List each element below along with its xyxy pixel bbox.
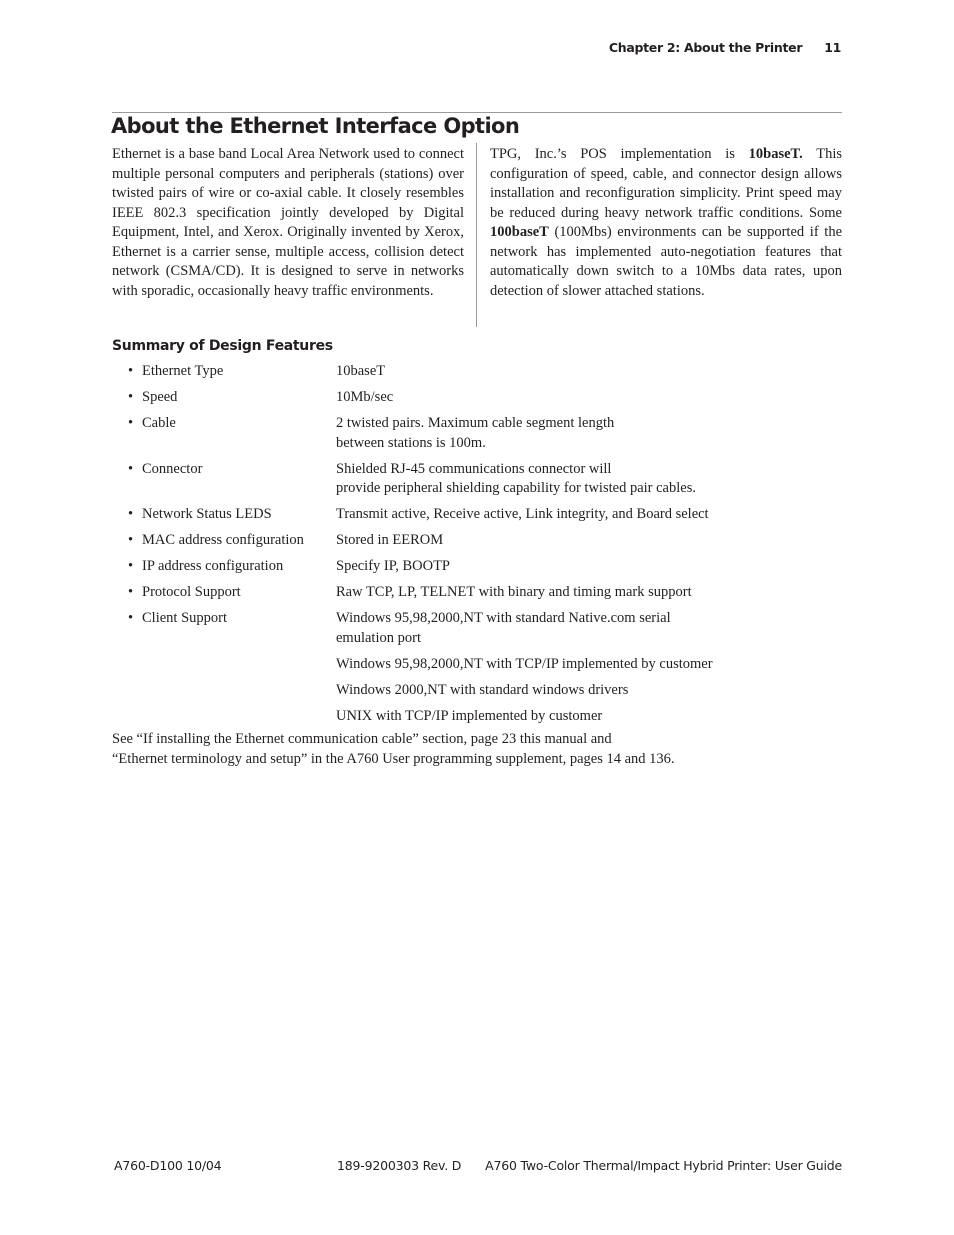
feature-row xyxy=(128,531,848,551)
bullet-icon: • xyxy=(128,610,134,626)
feature-value-line: Raw TCP, LP, TELNET with binary and timing mark support xyxy=(336,584,692,600)
feature-name xyxy=(128,362,336,382)
feature-value xyxy=(336,388,848,408)
feature-name-text: IP address configuration xyxy=(142,558,284,574)
feature-value xyxy=(336,609,848,648)
feature-value xyxy=(336,505,848,525)
feature-name xyxy=(128,557,336,577)
feature-row xyxy=(128,583,848,603)
client-support-item: Windows 2000,NT with standard windows drivers xyxy=(336,681,629,698)
feature-name xyxy=(128,609,336,648)
feature-row xyxy=(128,388,848,408)
intro-left-column xyxy=(112,145,464,301)
bold-10baset: 10baseT. xyxy=(748,146,803,162)
feature-value-line: Transmit active, Receive active, Link integrity, and Board select xyxy=(336,506,709,522)
ethernet-description: Ethernet is a base band Local Area Network used to connect multiple personal computers and peripherals (stations) over twisted pairs of wire or co-axial cable. It closely resembles IEEE 802.3 specification jointly developed by Digital Equipment, Intel, and Xerox. Originally invented by Xerox, Ethernet is a carrier sense, multiple access, collision detect network (CSMA/CD). It is designed to serve in networks with sporadic, occasionally heavy traffic environments. xyxy=(112,146,464,299)
text-run: This configuration of speed, cable, and connector design allows installation and reconfiguration simplicity. Print speed may be reduced during heavy network traffic conditions. Some xyxy=(490,146,842,221)
text-run: (100Mbs) environments can be supported if the network has implemented auto-negotiation features that automatically down switch to a 10Mbs data rates, upon detection of slower attached stations. xyxy=(490,224,842,299)
feature-value-line: Specify IP, BOOTP xyxy=(336,558,450,574)
bullet-icon: • xyxy=(128,532,134,548)
feature-row xyxy=(128,609,848,648)
page-number: 11 xyxy=(824,40,841,55)
feature-name xyxy=(128,505,336,525)
see-also-note xyxy=(112,730,842,769)
feature-name-text: Network Status LEDS xyxy=(142,506,272,522)
tpg-implementation-paragraph xyxy=(490,145,842,301)
feature-value-line: Shielded RJ-45 communications connector will xyxy=(336,460,612,477)
see-also-line: “Ethernet terminology and setup” in the A760 User programming supplement, pages 14 and 136. xyxy=(112,750,675,767)
feature-row xyxy=(128,414,848,453)
feature-value xyxy=(336,460,848,499)
feature-value xyxy=(336,362,848,382)
client-support-item: UNIX with TCP/IP implemented by customer xyxy=(336,707,603,724)
feature-name-text: MAC address configuration xyxy=(142,532,304,548)
feature-value-line: between stations is 100m. xyxy=(336,434,486,451)
bold-100baset: 100baseT xyxy=(490,224,549,240)
feature-name xyxy=(128,414,336,453)
feature-row xyxy=(128,460,848,499)
bullet-icon: • xyxy=(128,584,134,600)
feature-value-line: 10Mb/sec xyxy=(336,389,394,405)
feature-value xyxy=(336,414,848,453)
feature-row xyxy=(128,557,848,577)
feature-value-line: Windows 95,98,2000,NT with standard Native.com serial xyxy=(336,610,671,626)
feature-name xyxy=(128,460,336,499)
feature-name xyxy=(128,583,336,603)
bullet-icon: • xyxy=(128,415,134,431)
running-header xyxy=(609,40,841,55)
feature-value-line: 10baseT xyxy=(336,363,386,379)
intro-right-column xyxy=(490,145,842,301)
see-also-line: See “If installing the Ethernet communication cable” section, page 23 this manual and xyxy=(112,731,612,747)
feature-name-text: Protocol Support xyxy=(142,584,241,600)
bullet-icon: • xyxy=(128,389,134,405)
feature-name-text: Ethernet Type xyxy=(142,363,224,379)
column-divider xyxy=(476,143,477,327)
design-features-list xyxy=(128,362,848,733)
feature-name-text: Speed xyxy=(142,389,178,405)
feature-value-line: emulation port xyxy=(336,629,421,646)
summary-title: Summary of Design Features xyxy=(112,338,333,354)
feature-value xyxy=(336,557,848,577)
footer-part-number: 189-9200303 Rev. D xyxy=(337,1158,462,1173)
feature-name-text: Cable xyxy=(142,415,176,431)
feature-name xyxy=(128,531,336,551)
feature-name xyxy=(128,388,336,408)
feature-value-line: Stored in EEROM xyxy=(336,532,444,548)
bullet-icon: • xyxy=(128,460,134,477)
feature-name-text: Connector xyxy=(142,460,203,477)
client-support-item: Windows 95,98,2000,NT with TCP/IP implemented by customer xyxy=(336,655,713,672)
feature-value-line: 2 twisted pairs. Maximum cable segment length xyxy=(336,415,615,431)
footer-guide-title: A760 Two-Color Thermal/Impact Hybrid Printer: User Guide xyxy=(485,1158,842,1173)
feature-name-text: Client Support xyxy=(142,610,227,626)
feature-row xyxy=(128,505,848,525)
feature-row xyxy=(128,362,848,382)
bullet-icon: • xyxy=(128,506,134,522)
section-rule xyxy=(112,112,842,113)
bullet-icon: • xyxy=(128,363,134,379)
chapter-title: Chapter 2: About the Printer xyxy=(608,40,803,55)
bullet-icon: • xyxy=(128,558,134,574)
section-title: About the Ethernet Interface Option xyxy=(111,114,520,138)
feature-value-line: provide peripheral shielding capability for twisted pair cables. xyxy=(336,480,696,496)
feature-value xyxy=(336,583,848,603)
footer-doc-id: A760-D100 10/04 xyxy=(114,1158,222,1173)
feature-value xyxy=(336,531,848,551)
text-run: TPG, Inc.’s POS implementation is xyxy=(490,146,749,162)
